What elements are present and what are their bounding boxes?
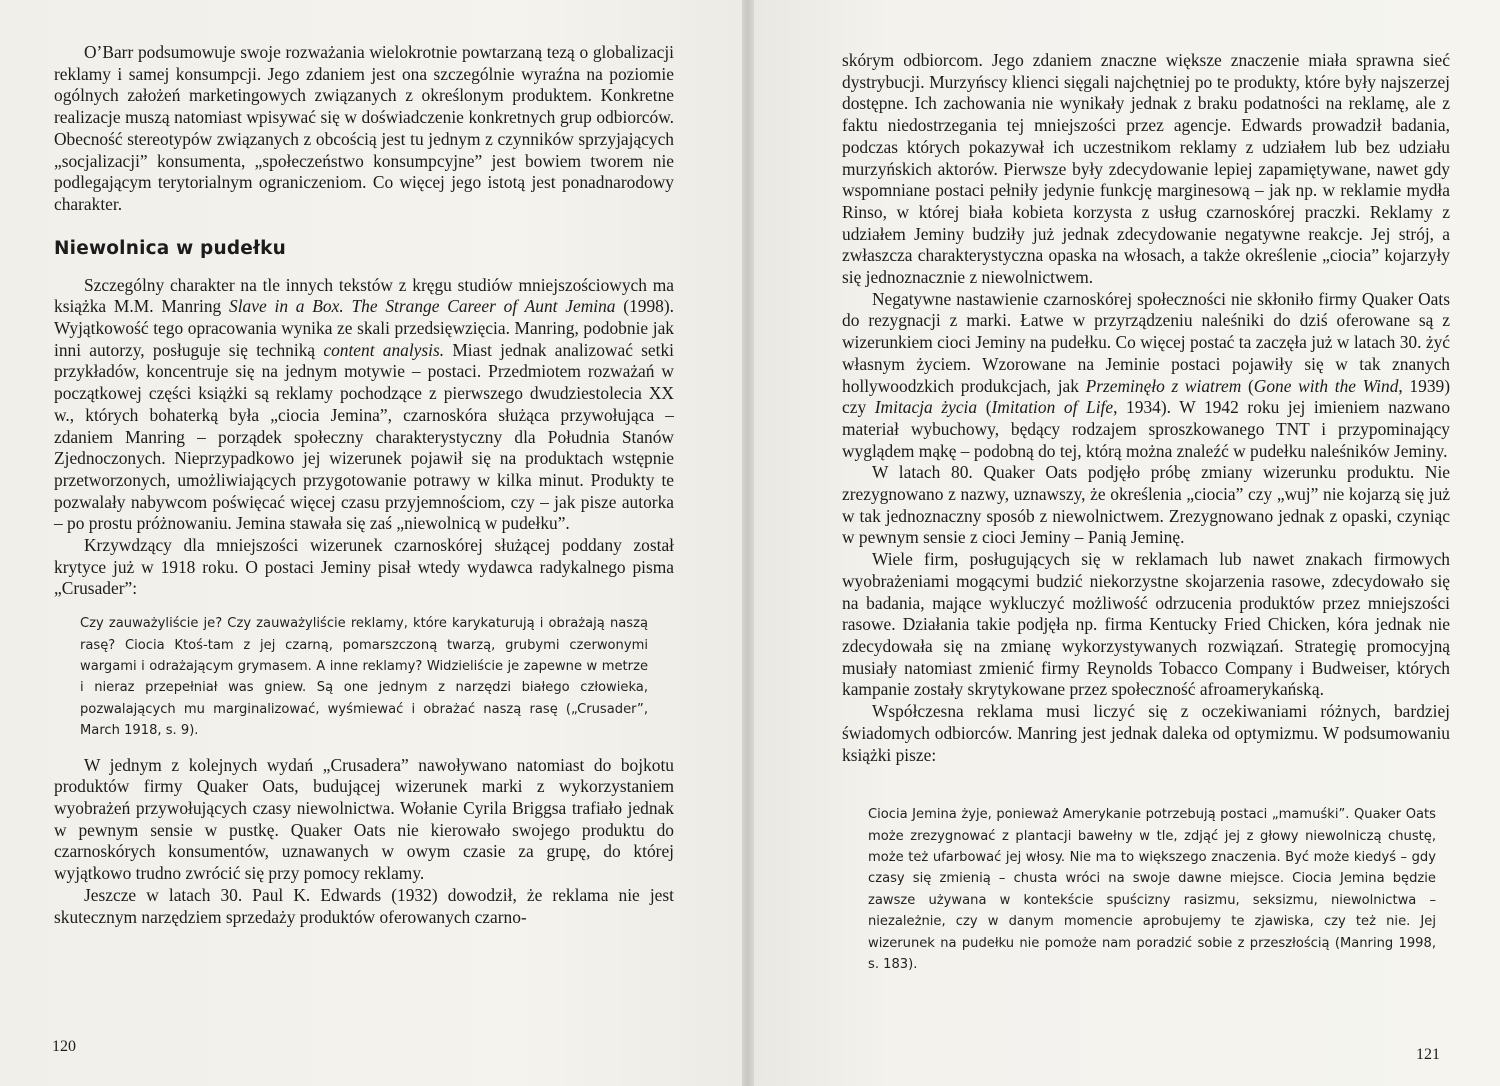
page-number-right: 121: [1416, 1046, 1440, 1063]
book-title: Slave in a Box. The Strange Career of Aunt Jemina: [229, 296, 616, 317]
paragraph-boycott: W jednym z kolejnych wydań „Crusadera” nawoływano natomiast do bojkotu produktów firmy Quaker Oats, budującej wizerunek marki z wykorzystaniem wyobrażeń przywołujących czasy niewolnictwa. Wołanie Cyrila Briggsa trafiało jednak w pewnym sensie w pustkę. Quaker Oats nie kierowało swojego produktu do czarnoskórych konsumentów, uznawanych w owym czasie za grupę, do której wyjątkowo trudno zwrócić się przy pomocy reklamy.: [54, 754, 674, 884]
paragraph-other-firms: Wiele firm, posługujących się w reklamach lub nawet znakach firmowych wyobrażeniami mogącymi budzić niekorzystne skojarzenia rasowe, zdecydowało się na badania, mające wykluczyć możliwość odrzucenia produktów przez mniejszości rasowe. Działania takie podjęła np. firma Kentucky Fried Chicken, kóra jednak nie zdecydowała się na zmianę wykorzystywanych rozwiązań. Strategię promocyjną musiały natomiast zmienić firmy Reynolds Tobacco Company i Budweiser, których kampanie zostały skrytykowane przez społeczność afroamerykańską.: [842, 549, 1450, 700]
paragraph-obarr: O’Barr podsumowuje swoje rozważania wielokrotnie powtarzaną tezą o globalizacji reklamy i samej konsumpcji. Jego zdaniem jest ona szczególnie wyraźna na poziomie ogólnych założeń marketingowych związanych z określonym produktem. Konkretne realizacje muszą natomiast wpisywać się w doświadczenie konkretnych grup odbiorców. Obecność stereotypów związanych z obcością jest tu jednym z czynników sprzyjających „socjalizacji” konsumenta, „społeczeństwo konsumpcyjne” jest bowiem tworem nie podlegającym terytorialnym ograniczeniom. Co więcej jego istotą jest ponadnarodowy charakter.: [54, 42, 674, 214]
paragraph-manring: [54, 275, 674, 535]
text-run: Miast jednak analizować setki przykładów, koncentruje się na jednym motywie – postaci. Przedmiotem rozważań w początkowej części książki są reklamy pochodzące z pierwszego dwudziestolecia XX w., których bohaterką była „ciocia Jemina”, czarnoskóra służąca przywołująca – zdaniem Manring – porządek społeczny charakterystyczny dla Południa Stanów Zjednoczonych. Nieprzypadkowo jej wizerunek pojawił się na produktach wstępnie przetworzonych, umożliwiających przygotowanie potrawy w kilka minut. Produkty te pozwalały nabywcom poświęcać więcej czasu przyjemnościom, czy – jak pisze autorka – po prostu próżnowaniu. Jemina stawała się zaś „niewolnicą w pudełku”.: [54, 339, 674, 534]
text-run: Negatywne nastawienie czarnoskórej społeczności nie skłoniło firmy Quaker Oats do rezygnacji z marki. Łatwe w przyrządzeniu naleśniki do dziś oferowane są z wizerunkiem cioci Jeminy na pudełku. Co więcej postać ta zaczęła już w latach 30. żyć własnym życiem. Wzorowane na Jeminie postaci pojawiły się w tak znanych hollywoodzkich produkcjach, jak: [842, 288, 1450, 396]
film-title: Imitation of Life: [991, 397, 1114, 418]
left-page: [0, 0, 742, 1086]
paragraph-distribution: skórym odbiorcom. Jego zdaniem znaczne większe znaczenie miała sprawna sieć dystrybucji. Murzyńscy klienci sięgali najchętniej po te produkty, które były najszerzej dostępne. Ich zachowania nie wynikały jednak z braku podatności na reklamę, ale z faktu niedostrzegania tej mniejszości przez agencje. Edwards prowadził badania, podczas których pokazywał ich uczestnikom reklamy z udziałem lub bez udziału murzyńskich aktorów. Pierwsze były zdecydowanie lepiej zapamiętywane, nawet gdy wspomniane postaci pełniły jedynie funkcję marginesową – jak np. w reklamie mydła Rinso, w której biała kobieta korzysta z usług czarnoskórej praczki. Reklamy z udziałem Jeminy budziły już jednak zdecydowanie negatywne reakcje. Jej strój, a zwłaszcza charakterystyczna opaska na włosach, a także określenie „ciocia” kojarzyły się jednoznacznie z niewolnictwem.: [842, 50, 1450, 288]
block-quote-manring: Ciocia Jemina żyje, ponieważ Amerykanie potrzebują postaci „mamuśki”. Quaker Oats może zrezygnować z plantacji bawełny w tle, zdjąć jej z głowy niewolniczą chustę, może też ufarbować jej włosy. Nie ma to większego znaczenia. Być może kiedyś – gdy czasy się zmienią – chusta wróci na swoje dawne miejsce. Ciocia Jemina będzie zawsze używana w kontekście spuścizny rasizmu, seksizmu, niewolnictwa – niezależnie, czy w danym momencie aprobujemy te zjawiska, czy też nie. Jej wizerunek na pudełku nie pomoże nam poradzić sobie z przeszłością (Manring 1998, s. 183).: [868, 807, 1436, 973]
text-run: (1998). Wyjątkowość tego opracowania wynika ze skali przedsięwzięcia. Manring, podobnie jak inni autorzy, posługuje się techniką: [54, 296, 675, 360]
film-title: Przeminęło z wiatrem: [1085, 375, 1242, 396]
film-title: Gone with the Wind: [1253, 375, 1399, 396]
text-run: , 1939) czy: [842, 375, 1450, 418]
paragraph-crusader: Krzywdzący dla mniejszości wizerunek czarnoskórej służącej poddany został krytyce już w 1918 roku. O postaci Jeminy pisał wtedy wydawca radykalnego pisma „Crusader”:: [54, 535, 674, 599]
text-run: Szczególny charakter na tle innych tekstów z kręgu studiów mniejszościowych ma książka M.M. Manring: [54, 274, 674, 317]
paragraph-modern-advertising: Współczesna reklama musi liczyć się z oczekiwaniami różnych, bardziej świadomych odbiorców. Manring jest jednak daleka od optymizmu. W podsumowaniu książki pisze:: [842, 701, 1450, 765]
right-page: [754, 0, 1500, 1086]
film-title: Imitacja życia: [874, 397, 978, 418]
text-run: (: [977, 397, 992, 418]
text-run: (: [1241, 375, 1254, 396]
text-run: , 1934). W 1942 roku jej imieniem nazwano materiał wybuchowy, będący rodzajem sproszkowanego TNT i przypominający wyglądem mąkę – podobną do tej, którą można znaleźć w pudełku naleśników Jeminy.: [842, 397, 1451, 461]
paragraph-rebranding: W latach 80. Quaker Oats podjęło próbę zmiany wizerunku produktu. Nie zrezygnowano z nazwy, uznawszy, że określenia „ciocia” czy „wuj” nie kojarzą się już w tak jednoznaczny sposób z niewolnictwem. Zrezygnowano jednak z opaski, czyniąc w pewnym sensie z cioci Jeminy – Panią Jeminę.: [842, 462, 1450, 548]
block-quote-crusader: Czy zauważyliście je? Czy zauważyliście reklamy, które karykaturują i obrażają naszą rasę? Ciocia Ktoś-tam z jej czarną, pomarszczoną twarzą, grubymi czerwonymi wargami i odrażającym grymasem. A inne reklamy? Widzieliście je zapewne w metrze i nieraz przepełniał was gniew. Są one jednym z narzędzi białego człowieka, pozwalających mu marginalizować, wyśmiewać i obrażać naszą rasę („Crusader”, March 1918, s. 9).: [80, 616, 648, 739]
paragraph-edwards: Jeszcze w latach 30. Paul K. Edwards (1932) dowodził, że reklama nie jest skutecznym narzędziem sprzedaży produktów oferowanych czarno-: [54, 884, 674, 927]
book-gutter: [742, 0, 754, 1086]
section-heading: Niewolnica w pudełku: [54, 237, 286, 259]
page-number-left: 120: [52, 1038, 76, 1055]
method-term: content analysis.: [323, 339, 445, 360]
paragraph-quaker-oats: [842, 289, 1450, 463]
